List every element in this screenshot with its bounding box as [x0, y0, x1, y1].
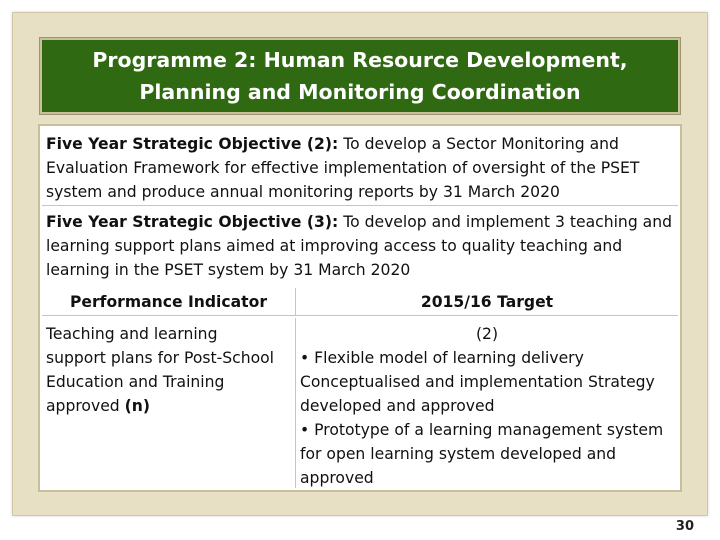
target-line-1: • Flexible model of learning delivery [300, 349, 584, 367]
page-number: 30 [675, 519, 694, 534]
strategic-objective-2 [42, 128, 678, 206]
header-target: 2015/16 Target [296, 288, 678, 316]
target-line-5: for open learning system developed and [300, 445, 617, 463]
objective-2-line-2: Evaluation Framework for effective implementation of oversight of the PSET [46, 159, 640, 177]
header-performance-indicator: Performance Indicator [42, 288, 296, 316]
objective-3-line-1: To develop and implement 3 teaching and [338, 213, 673, 231]
indicator-cell [42, 318, 296, 488]
target-line-2: Conceptualised and implementation Strategy [300, 373, 655, 391]
target-line-6: approved [300, 469, 374, 487]
title-line-2: Planning and Monitoring Coordination [139, 80, 581, 104]
target-line-3: developed and approved [300, 397, 495, 415]
strategic-objective-3 [42, 206, 678, 288]
indicator-line-1: Teaching and learning [46, 325, 218, 343]
objective-3-label: Five Year Strategic Objective (3): [46, 213, 339, 231]
objective-3-line-2: learning support plans aimed at improving access to quality teaching and [46, 237, 623, 255]
objective-3-line-3: learning in the PSET system by 31 March 2020 [46, 261, 411, 279]
indicator-line-2: support plans for Post-School [46, 349, 274, 367]
target-count: (2) [475, 325, 499, 343]
objective-2-line-3: system and produce annual monitoring reports by 31 March 2020 [46, 183, 560, 201]
content-panel [38, 124, 682, 492]
target-cell [296, 318, 678, 488]
indicator-unit: (n) [124, 397, 150, 415]
objective-2-label: Five Year Strategic Objective (2): [46, 135, 339, 153]
indicator-line-4: approved [46, 397, 125, 415]
objective-2-line-1: To develop a Sector Monitoring and [338, 135, 619, 153]
slide-title [40, 38, 680, 114]
title-line-1: Programme 2: Human Resource Development, [92, 48, 628, 72]
target-line-4: • Prototype of a learning management system [300, 421, 664, 439]
indicator-line-3: Education and Training [46, 373, 225, 391]
